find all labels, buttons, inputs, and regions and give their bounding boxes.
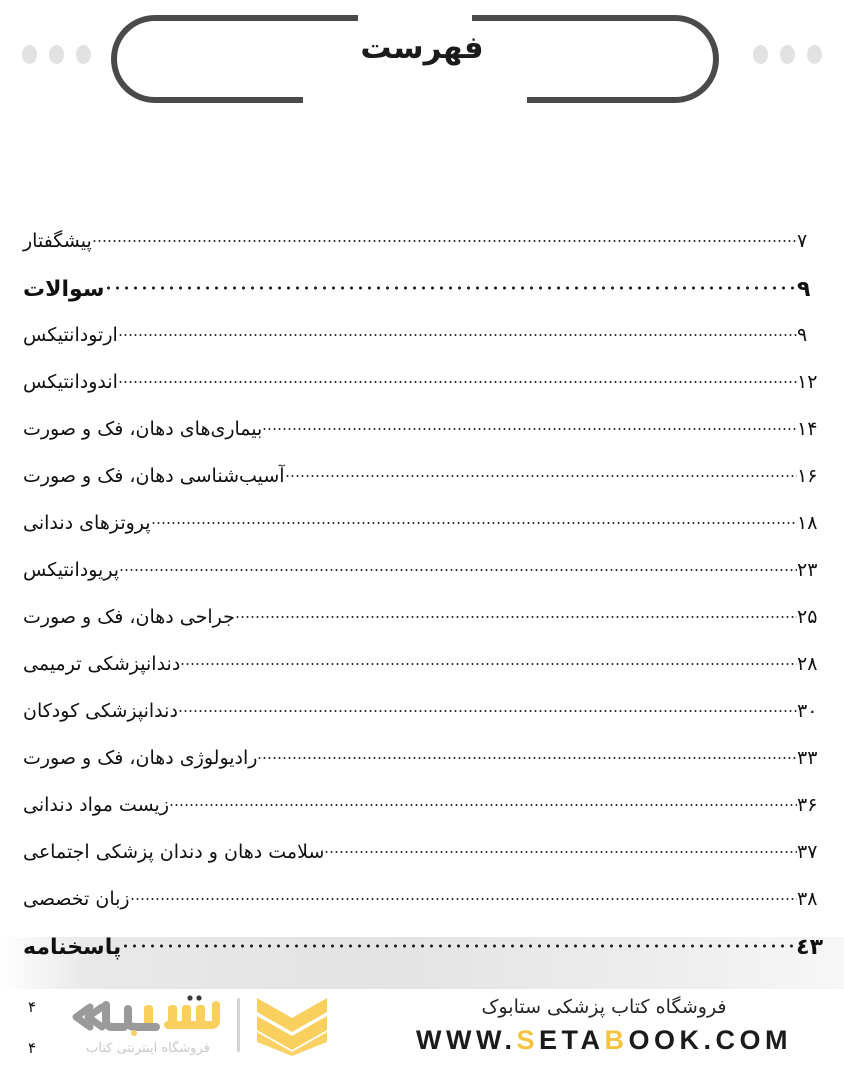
toc-dot-leader <box>178 709 797 713</box>
toc-dot-leader <box>235 615 797 619</box>
toc-dot-leader <box>285 474 797 478</box>
toc-entry-page-number: ۲۳ <box>797 559 818 581</box>
toc-entry-page-number: ۲۸ <box>797 653 818 675</box>
toc-entry[interactable] <box>0 937 844 989</box>
toc-entry[interactable] <box>0 467 844 514</box>
toc-entry-page-number: ۲۵ <box>797 606 818 628</box>
toc-entry-title: رادیولوژی دهان، فک و صورت <box>23 747 258 769</box>
footer-url-segment: OOK.COM <box>628 1025 792 1055</box>
toc-entry[interactable] <box>0 326 844 373</box>
toc-entry-page-number: ۳۷ <box>797 841 818 863</box>
toc-entry[interactable] <box>0 420 844 467</box>
toc-dot-leader <box>130 897 797 901</box>
decor-dot-icon <box>753 45 768 64</box>
chevron-stack-logo-icon <box>253 994 331 1056</box>
toc-entry-page-number: ٤٣ <box>796 935 823 960</box>
toc-entry[interactable] <box>0 514 844 561</box>
toc-entry-title: دندانپزشکی ترمیمی <box>23 653 181 675</box>
toc-entry[interactable] <box>0 608 844 655</box>
toc-dot-leader <box>119 568 797 572</box>
page-title: فهرست <box>360 30 484 66</box>
brand-wordmark-group <box>72 995 224 1056</box>
toc-entry[interactable] <box>0 749 844 796</box>
brand-logo[interactable] <box>72 994 331 1056</box>
brand-subtitle: فروشگاه اینترنتی کتاب <box>86 1040 210 1056</box>
toc-entry[interactable] <box>0 796 844 843</box>
toc-entry-page-number: ۳۸ <box>797 888 818 910</box>
toc-entry-title: پروتزهای دندانی <box>23 512 151 534</box>
toc-entry-page-number: ۱۶ <box>797 465 818 487</box>
toc-entry-page-number: ۳۳ <box>797 747 818 769</box>
toc-entry-title: زبان تخصصی <box>23 888 130 910</box>
decor-dot-icon <box>780 45 795 64</box>
toc-dot-leader <box>151 521 797 525</box>
toc-entry-title: سلامت دهان و دندان پزشکی اجتماعی <box>23 841 325 863</box>
toc-entry-title: آسیب‌شناسی دهان، فک و صورت <box>23 465 285 487</box>
header-decor-dots-right <box>753 45 822 64</box>
footer-url-segment: S <box>516 1025 539 1055</box>
toc-entry-title: زیست مواد دندانی <box>23 794 170 816</box>
toc-entry[interactable] <box>0 843 844 890</box>
toc-entry-title: سوالات <box>23 277 105 302</box>
brand-wordmark-icon <box>72 995 224 1039</box>
table-of-contents <box>0 232 844 989</box>
toc-entry[interactable] <box>0 232 844 279</box>
toc-entry-page-number: ۱۴ <box>797 418 818 440</box>
toc-dot-leader <box>104 285 797 291</box>
toc-entry-title: اندودانتیکس <box>23 371 118 393</box>
footer-shop-name: فروشگاه کتاب پزشکی ستابوک <box>481 996 727 1018</box>
toc-dot-leader <box>180 662 797 666</box>
folio-number: ۴ <box>28 998 37 1016</box>
toc-dot-leader <box>324 850 797 854</box>
footer-website-url[interactable] <box>404 1025 804 1056</box>
toc-dot-leader <box>118 333 797 337</box>
toc-entry-page-number: ۷ <box>797 230 808 252</box>
folio-number: ۴ <box>28 1039 37 1057</box>
page-footer <box>0 984 844 1080</box>
toc-entry-title: دندانپزشکی کودکان <box>23 700 178 722</box>
toc-dot-leader <box>169 803 797 807</box>
toc-entry[interactable] <box>0 890 844 937</box>
toc-entry[interactable] <box>0 279 844 326</box>
toc-entry[interactable] <box>0 655 844 702</box>
toc-entry-title: پیشگفتار <box>23 230 92 252</box>
toc-dot-leader <box>257 756 797 760</box>
footer-site-info <box>404 996 804 1056</box>
toc-entry-page-number: ۳۶ <box>797 794 818 816</box>
decor-dot-icon <box>807 45 822 64</box>
toc-dot-leader <box>118 380 797 384</box>
brand-divider <box>237 998 240 1052</box>
page-header <box>0 0 844 118</box>
toc-entry[interactable] <box>0 373 844 420</box>
toc-entry-title: ارتودانتیکس <box>23 324 118 346</box>
toc-dot-leader <box>121 943 796 949</box>
toc-entry-title: پاسخنامه <box>23 935 122 960</box>
toc-entry-page-number: ۱۲ <box>797 371 818 393</box>
toc-entry-page-number: ۹ <box>797 277 811 302</box>
toc-entry-page-number: ۳۰ <box>797 700 818 722</box>
toc-dot-leader <box>262 427 797 431</box>
footer-url-segment: B <box>604 1025 629 1055</box>
toc-entry-title: بیماری‌های دهان، فک و صورت <box>23 418 263 440</box>
toc-entry[interactable] <box>0 702 844 749</box>
footer-url-segment: ETA <box>538 1025 605 1055</box>
toc-entry[interactable] <box>0 561 844 608</box>
toc-dot-leader <box>92 239 797 243</box>
toc-entry-title: جراحی دهان، فک و صورت <box>23 606 235 628</box>
toc-entry-page-number: ۹ <box>797 324 808 346</box>
toc-entry-page-number: ۱۸ <box>797 512 818 534</box>
toc-entry-title: پریودانتیکس <box>23 559 120 581</box>
footer-url-segment: WWW. <box>416 1025 517 1055</box>
